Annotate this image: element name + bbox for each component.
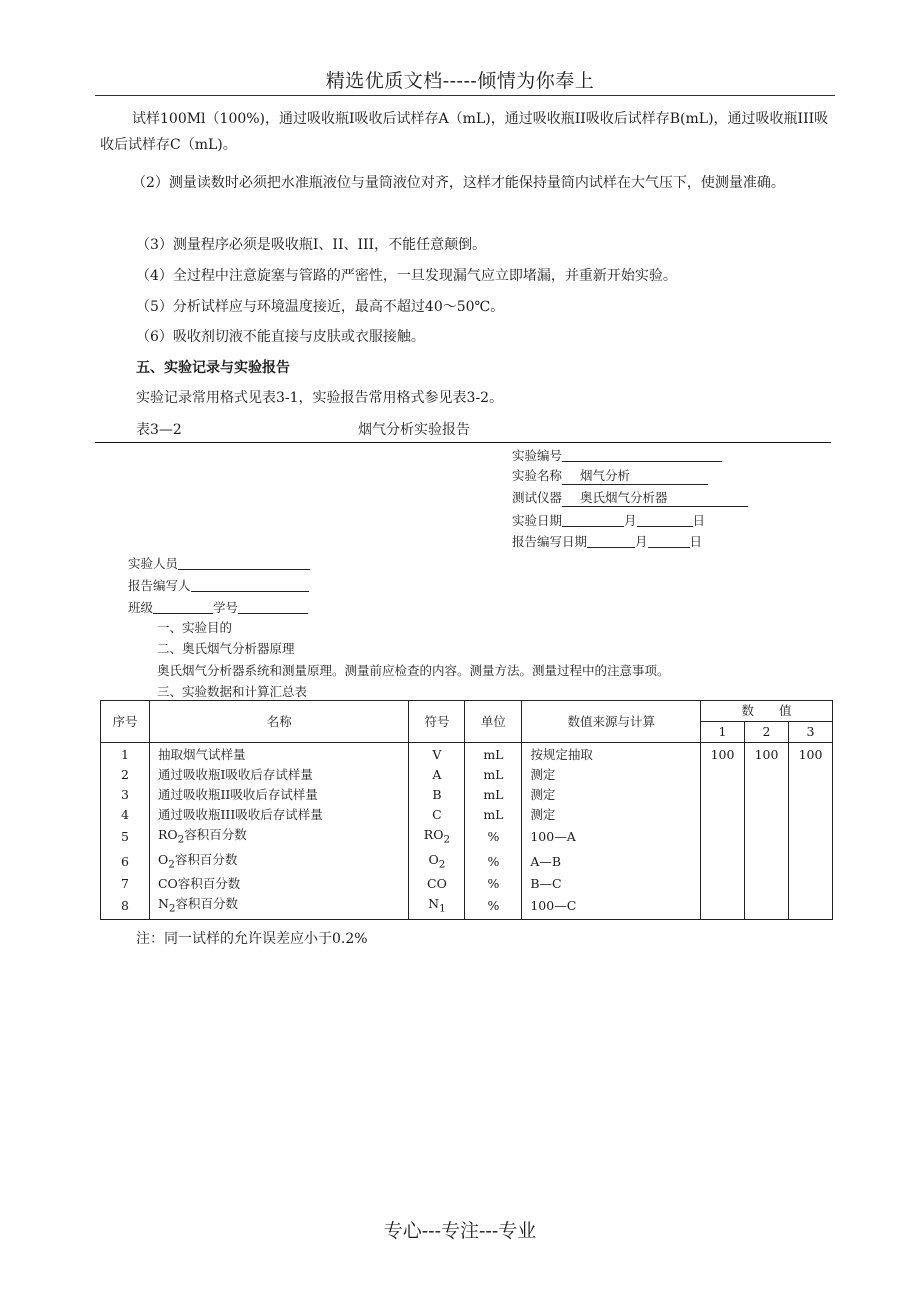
cell-source: 按规定抽取 bbox=[522, 743, 701, 766]
exp-number-label: 实验编号 bbox=[512, 448, 563, 463]
cell-value-1 bbox=[701, 894, 745, 919]
report-date-label: 报告编写日期 bbox=[512, 534, 588, 549]
cell-value-3 bbox=[788, 805, 832, 825]
cell-no: 6 bbox=[101, 850, 150, 875]
field-exp-date bbox=[512, 509, 705, 531]
cell-name: 通过吸收瓶III吸收后存试样量 bbox=[149, 805, 409, 825]
cell-name: $O_2$容积百分数 bbox=[149, 850, 409, 875]
table-row bbox=[101, 874, 833, 894]
cell-unit: % bbox=[465, 825, 522, 850]
cell-symbol: $N_1$ bbox=[409, 894, 465, 919]
paragraph-step-5: （5）分析试样应与环境温度接近，最高不超过40～50℃。 bbox=[136, 299, 505, 315]
cell-name: 抽取烟气试样量 bbox=[149, 743, 409, 766]
cell-value-1 bbox=[701, 765, 745, 785]
table-row bbox=[101, 765, 833, 785]
outline-item-purpose: 一、实验目的 bbox=[157, 620, 233, 635]
header-unit: 单位 bbox=[465, 701, 522, 743]
instrument-value: 奥氏烟气分析器 bbox=[562, 490, 748, 507]
cell-symbol: A bbox=[409, 765, 465, 785]
page-header: 精选优质文档-----倾情为你奉上 bbox=[325, 70, 595, 92]
header-no: 序号 bbox=[101, 701, 150, 743]
table-label: 表3—2 bbox=[136, 422, 182, 438]
cell-unit: % bbox=[465, 894, 522, 919]
student-id-blank[interactable] bbox=[238, 598, 308, 614]
cell-value-1 bbox=[701, 850, 745, 875]
cell-source: 测定 bbox=[522, 765, 701, 785]
paragraph-step-6: （6）吸收剂切液不能直接与皮肤或衣服接触。 bbox=[136, 329, 425, 345]
cell-no: 8 bbox=[101, 894, 150, 919]
cell-value-3 bbox=[788, 785, 832, 805]
exp-date-month-blank[interactable] bbox=[562, 511, 624, 527]
exp-date-day-label: 日 bbox=[692, 513, 706, 528]
field-report-date bbox=[512, 530, 702, 552]
field-exp-name bbox=[512, 466, 708, 486]
paragraph-format-ref: 实验记录常用格式见表3-1，实验报告常用格式参见表3-2。 bbox=[136, 390, 504, 406]
cell-value-2 bbox=[745, 805, 789, 825]
cell-value-1: 100 bbox=[701, 743, 745, 766]
cell-source: 100—C bbox=[522, 894, 701, 919]
cell-value-2 bbox=[745, 894, 789, 919]
outline-item-principle-desc: 奥氏烟气分析器系统和测量原理。测量前应检查的内容。测量方法。测量过程中的注意事项。 bbox=[157, 663, 670, 678]
cell-source: 100—A bbox=[522, 825, 701, 850]
cell-value-3 bbox=[788, 894, 832, 919]
data-summary-table bbox=[100, 700, 833, 920]
writer-label: 报告编写人 bbox=[128, 578, 191, 593]
header-value-1: 1 bbox=[701, 722, 745, 743]
cell-symbol: V bbox=[409, 743, 465, 766]
header-divider bbox=[95, 95, 835, 96]
cell-value-1 bbox=[701, 785, 745, 805]
cell-unit: % bbox=[465, 874, 522, 894]
class-blank[interactable] bbox=[153, 598, 213, 614]
cell-unit: % bbox=[465, 850, 522, 875]
report-date-month-label: 月 bbox=[635, 534, 648, 549]
outline-item-data-summary: 三、实验数据和计算汇总表 bbox=[157, 684, 308, 699]
field-class-id bbox=[128, 596, 308, 618]
table-row bbox=[101, 743, 833, 766]
page-footer: 专心---专注---专业 bbox=[383, 1220, 537, 1242]
cell-name: 通过吸收瓶I吸收后存试样量 bbox=[149, 765, 409, 785]
cell-symbol: B bbox=[409, 785, 465, 805]
exp-name-value: 烟气分析 bbox=[562, 468, 708, 485]
paragraph-step-3: （3）测量程序必须是吸收瓶I、II、III，不能任意颠倒。 bbox=[136, 237, 487, 253]
cell-unit: mL bbox=[465, 805, 522, 825]
cell-source: B—C bbox=[522, 874, 701, 894]
cell-value-3 bbox=[788, 874, 832, 894]
cell-unit: mL bbox=[465, 765, 522, 785]
cell-no: 7 bbox=[101, 874, 150, 894]
header-source: 数值来源与计算 bbox=[522, 701, 701, 743]
header-values: 数 值 bbox=[701, 701, 833, 722]
table-row bbox=[101, 805, 833, 825]
instrument-label: 测试仪器 bbox=[512, 490, 563, 505]
cell-value-3 bbox=[788, 850, 832, 875]
cell-unit: mL bbox=[465, 785, 522, 805]
header-value-3: 3 bbox=[788, 722, 832, 743]
cell-value-2 bbox=[745, 874, 789, 894]
report-date-day-label: 日 bbox=[689, 534, 703, 549]
table-note: 注：同一试样的允许误差应小于0.2% bbox=[136, 931, 368, 947]
cell-name: CO容积百分数 bbox=[149, 874, 409, 894]
table-title-rule bbox=[95, 442, 831, 443]
paragraph-step-4: （4）全过程中注意旋塞与管路的严密性，一旦发现漏气应立即堵漏，并重新开始实验。 bbox=[136, 268, 677, 284]
personnel-label: 实验人员 bbox=[128, 556, 179, 571]
cell-no: 1 bbox=[101, 743, 150, 766]
table-row bbox=[101, 850, 833, 875]
cell-unit: mL bbox=[465, 743, 522, 766]
header-value-2: 2 bbox=[745, 722, 789, 743]
exp-date-day-blank[interactable] bbox=[637, 511, 693, 527]
cell-value-1 bbox=[701, 825, 745, 850]
class-label: 班级 bbox=[128, 600, 154, 615]
cell-symbol: $RO_2$ bbox=[409, 825, 465, 850]
report-date-month-blank[interactable] bbox=[587, 532, 635, 548]
cell-source: 测定 bbox=[522, 785, 701, 805]
cell-source: A—B bbox=[522, 850, 701, 875]
report-date-day-blank[interactable] bbox=[648, 532, 690, 548]
field-instrument bbox=[512, 488, 748, 508]
cell-value-1 bbox=[701, 805, 745, 825]
cell-no: 5 bbox=[101, 825, 150, 850]
cell-name: $RO_2$容积百分数 bbox=[149, 825, 409, 850]
cell-no: 2 bbox=[101, 765, 150, 785]
cell-symbol: C bbox=[409, 805, 465, 825]
cell-value-2: 100 bbox=[745, 743, 789, 766]
header-symbol: 符号 bbox=[409, 701, 465, 743]
personnel-blank[interactable] bbox=[178, 554, 310, 570]
cell-value-3 bbox=[788, 825, 832, 850]
exp-date-month-label: 月 bbox=[624, 513, 637, 528]
writer-blank[interactable] bbox=[191, 576, 309, 592]
cell-value-3: 100 bbox=[788, 743, 832, 766]
table-row bbox=[101, 825, 833, 850]
cell-value-3 bbox=[788, 765, 832, 785]
cell-source: 测定 bbox=[522, 805, 701, 825]
cell-value-2 bbox=[745, 825, 789, 850]
section-heading: 五、实验记录与实验报告 bbox=[136, 360, 290, 376]
exp-number-blank[interactable] bbox=[562, 446, 722, 462]
field-exp-number bbox=[512, 444, 722, 466]
table-row bbox=[101, 894, 833, 919]
cell-no: 4 bbox=[101, 805, 150, 825]
exp-name-label: 实验名称 bbox=[512, 468, 563, 483]
paragraph-sample: 试样100Ml（100%)，通过吸收瓶I吸收后试样存A（mL)，通过吸收瓶II吸收后试样存B(mL)，通过吸收瓶III吸收后试样存C（mL)。 bbox=[100, 111, 829, 153]
cell-value-2 bbox=[745, 850, 789, 875]
cell-value-2 bbox=[745, 765, 789, 785]
cell-value-2 bbox=[745, 785, 789, 805]
table-title: 烟气分析实验报告 bbox=[358, 422, 470, 438]
cell-name: $N_2$容积百分数 bbox=[149, 894, 409, 919]
cell-name: 通过吸收瓶II吸收后存试样量 bbox=[149, 785, 409, 805]
cell-value-1 bbox=[701, 874, 745, 894]
field-personnel bbox=[128, 552, 310, 574]
outline-item-principle: 二、奥氏烟气分析器原理 bbox=[157, 641, 295, 656]
student-id-label: 学号 bbox=[213, 600, 239, 615]
table-row bbox=[101, 785, 833, 805]
exp-date-label: 实验日期 bbox=[512, 513, 563, 528]
field-writer bbox=[128, 574, 309, 596]
header-name: 名称 bbox=[149, 701, 409, 743]
cell-symbol: CO bbox=[409, 874, 465, 894]
cell-no: 3 bbox=[101, 785, 150, 805]
paragraph-step-2: （2）测量读数时必须把水准瓶液位与量筒液位对齐，这样才能保持量筒内试样在大气压下，使测量准确。 bbox=[132, 175, 785, 191]
cell-symbol: $O_2$ bbox=[409, 850, 465, 875]
